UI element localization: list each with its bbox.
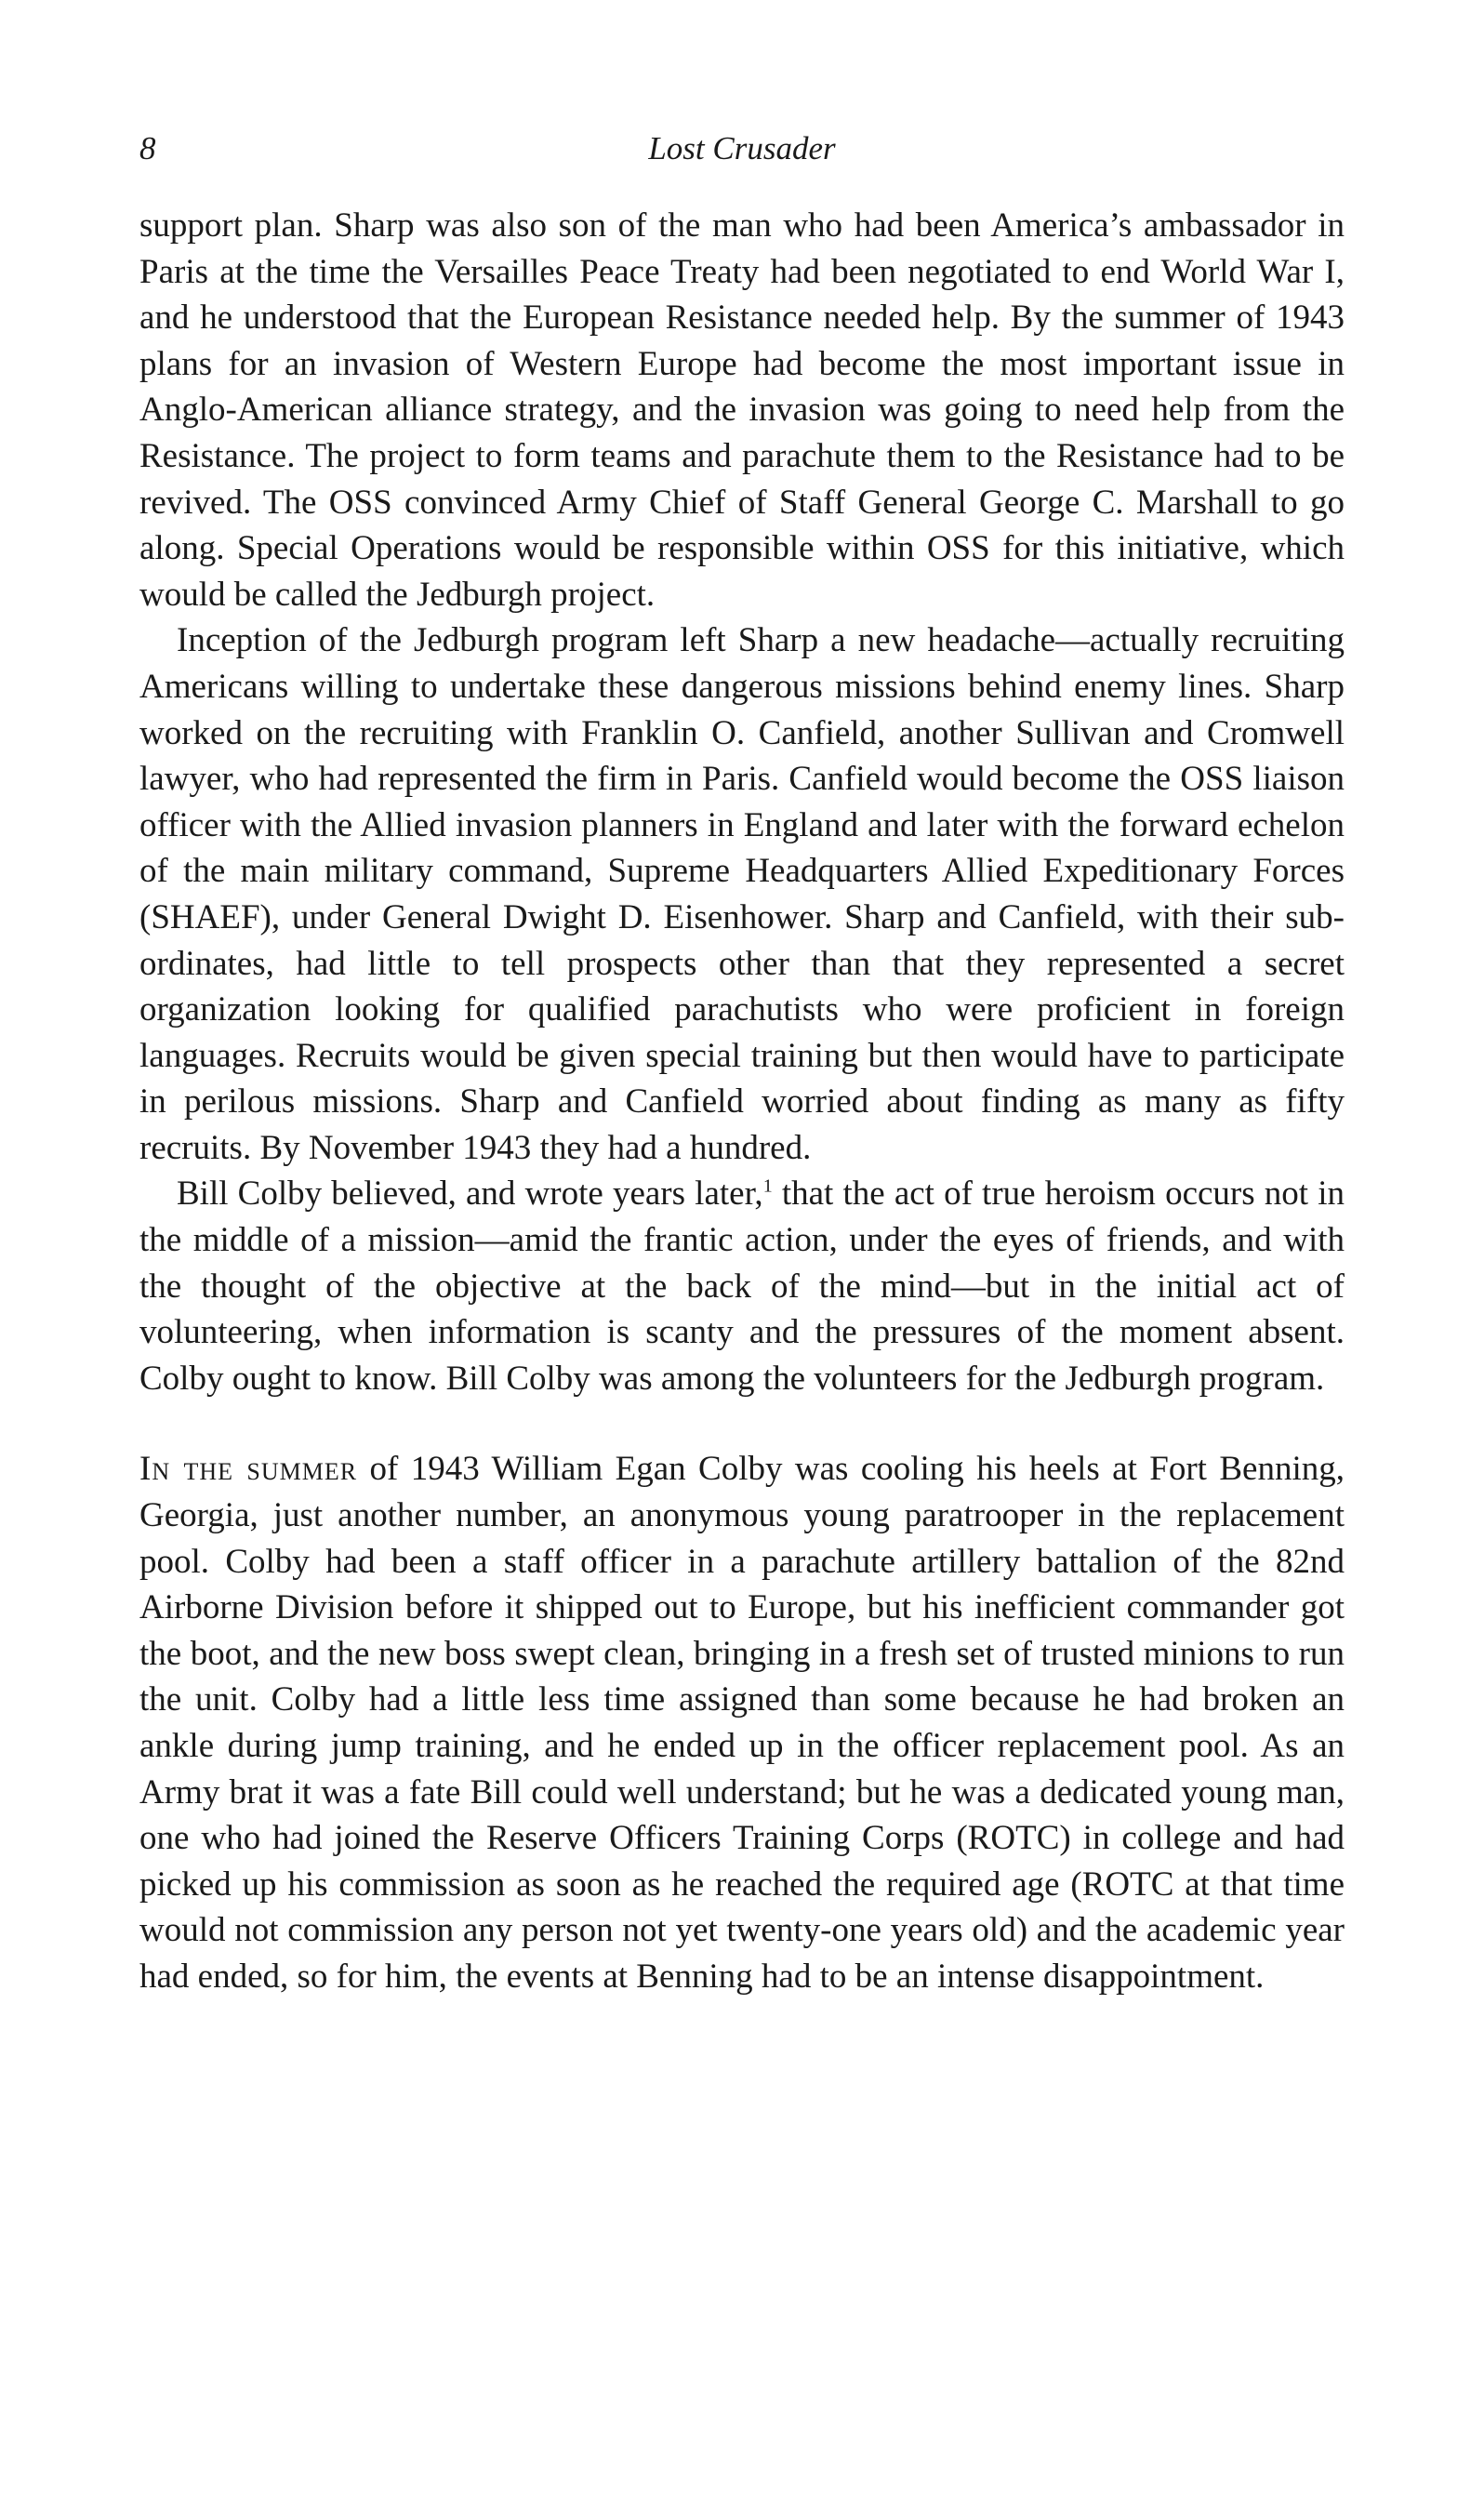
paragraph-2: Inception of the Jedburgh program left Sharp a new headache—actually recruiting Americans willing to undertake these dangerous missions behind enemy lines. Sharp worked on the recruiting with Franklin O. Canfield, another Sullivan and Cromwell lawyer, who had represented the firm in Paris. Canfield would become the OSS liaison officer with the Allied invasion planners in England and later with the forward echelon of the main military command, Supreme Headquarters Allied Expeditionary Forces (SHAEF), under General Dwight D. Eisenhower. Sharp and Canfield, with their subordinates, had little to tell prospects other than that they represented a secret organization looking for qualified parachutists who were proficient in foreign languages. Recruits would be given special training but then would have to participate in perilous missions. Sharp and Canfield worried about finding as many as fifty recruits. By November 1943 they had a hundred. xyxy=(139,621,1345,1167)
footnote-reference: 1 xyxy=(762,1176,773,1198)
section-lead-in: In the summer xyxy=(139,1450,358,1489)
paragraph-1: support plan. Sharp was also son of the man who had been America’s ambassador in Paris at the time the Versailles Peace Treaty had been negotiated to end World War I, and he understood that the European Resistance needed help. By the summer of 1943 plans for an invasion of Western Europe had become the most important issue in Anglo-American alliance strategy, and the invasion was going to need help from the Resistance. The project to form teams and parachute them to the Resistance had to be revived. The OSS convinced Army Chief of Staff General George C. Marshall to go along. Special Operations would be responsible within OSS for this initiative, which would be called the Jedburgh project. xyxy=(139,206,1345,614)
paragraph-3-text-start: Bill Colby believed, and wrote years later, xyxy=(177,1175,763,1214)
book-title: Lost Crusader xyxy=(648,130,836,166)
paragraph-3-text-end: that the act of true heroism occurs not in the middle of a mission—amid the frantic action, under the eyes of friends, and with the thought of the objective at the back of the mind—but in the initial act of volunteering, when information is scanty and the pressures of the moment absent. Colby ought to know. Bill Colby was among the volunteers for the Jedburgh program. xyxy=(139,1175,1345,1398)
paragraph-3 xyxy=(139,1171,1345,1401)
paragraph-4 xyxy=(139,1446,1345,1999)
book-page xyxy=(139,130,1345,2000)
running-head xyxy=(139,130,1345,182)
page-number: 8 xyxy=(139,130,156,166)
paragraph-4-text: of 1943 William Egan Colby was cooling his heels at Fort Benning, Georgia, just another number, an anonymous young paratrooper in the replacement pool. Colby had been a staff officer in a parachute artillery battalion of the 82nd Airborne Division before it shipped out to Europe, but his inefficient commander got the boot, and the new boss swept clean, bringing in a fresh set of trusted minions to run the unit. Colby had a little less time assigned than some because he had broken an ankle during jump training, and he ended up in the officer replacement pool. As an Army brat it was a fate Bill could well understand; but he was a dedicated young man, one who had joined the Reserve Officers Training Corps (ROTC) in college and had picked up his commission as soon as he reached the required age (ROTC at that time would not commission any person not yet twenty-one years old) and the academic year had ended, so for him, the events at Benning had to be an intense disappointment. xyxy=(139,1450,1345,1996)
body-text xyxy=(139,203,1345,2000)
